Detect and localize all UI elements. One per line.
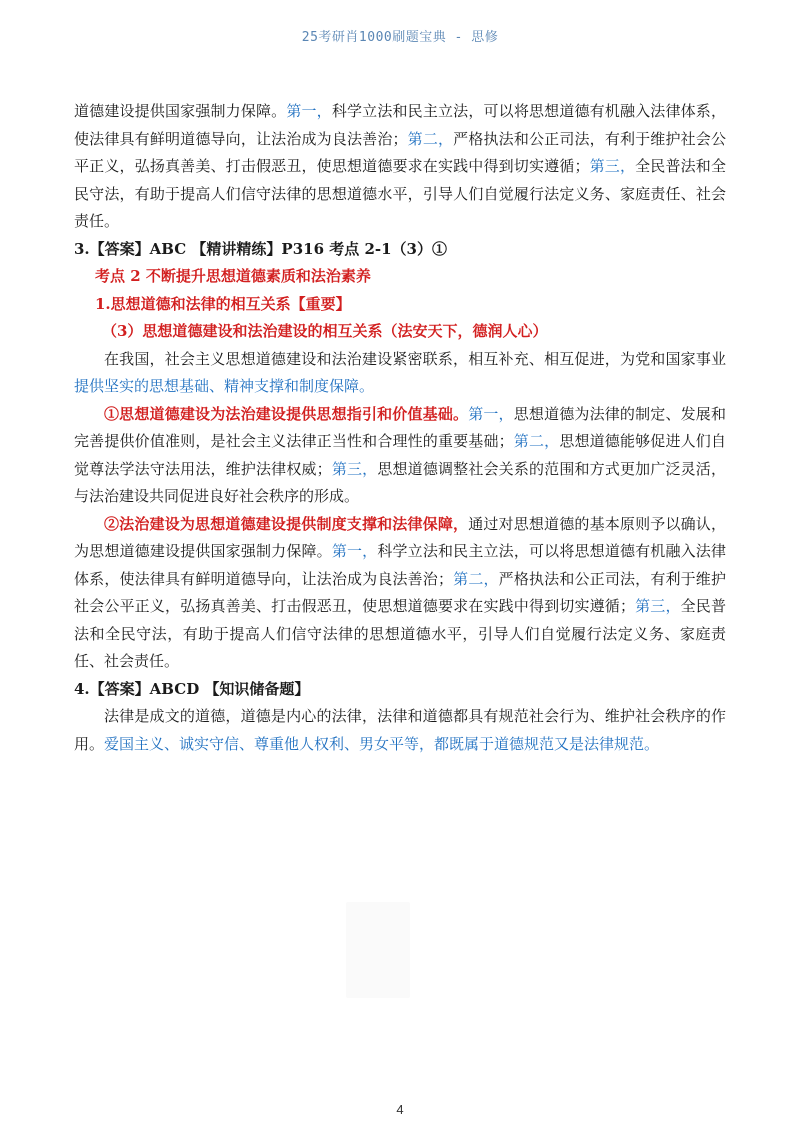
text-run: 道德建设提供国家强制力保障。 [74,102,287,120]
text-run: 在我国，社会主义思想道德建设和法治建设紧密联系，相互补充、相互促进，为党和国家事业 [104,349,726,368]
highlight-third: 第三， [634,597,681,615]
highlight-text: 提供坚实的思想基础、精神支撑和制度保障。 [74,377,375,395]
subsection-1-heading: 1.思想道德和法律的相互关系【重要】 [95,294,351,313]
text-run: 思想道德调整社会关系的范围和方式更加广泛灵活，与法治建设共同促进良好社会秩序的形成。 [74,459,726,505]
page-number: 4 [396,1102,404,1117]
highlight-second: 第二， [513,432,560,450]
answer-4-heading: 4.【答案】ABCD 【知识储备题】 [74,679,310,698]
highlight-first: 第一， [468,404,514,423]
text-run: 全民普法和全民守法，有助于提高人们信守法律的思想道德水平，引导人们自觉履行法定义务、家庭责任、社会责任。 [74,157,726,230]
highlight-third: 第三， [589,157,636,175]
text-run: 思想道德能够促进人们自觉尊法学法守法用法，维护法律权威； [74,432,726,478]
answer-3-heading: 3.【答案】ABC 【精讲精练】P316 考点 2-1（3）① [74,239,447,258]
paragraph-4 [74,511,726,676]
highlight-text: 爱国主义、诚实守信、尊重他人权利、男女平等，都既属于道德规范又是法律规范。 [104,734,660,753]
highlight-first: 第一， [331,542,378,560]
kaodian-heading: 考点 2 不断提升思想道德素质和法治素养 [95,267,371,285]
text-run: 严格执法和公正司法，有利于维护社会公平正义，弘扬真善美、打击假恶丑，使思想道德要求在实践中得到切实遵循； [74,129,726,175]
text-run: 科学立法和民主立法，可以将思想道德有机融入法律体系，使法律具有鲜明道德导向，让法治成为良法善治； [74,542,726,588]
page-header: 25考研肖1000刷题宝典 - 思修 [301,30,499,45]
highlight-second: 第二， [452,569,499,588]
paragraph-1 [74,98,726,236]
highlight-first: 第一， [286,102,332,120]
text-run: 思想道德为法律的制定、发展和完善提供价值准则，是社会主义法律正当性和合理性的重要基础； [74,404,726,450]
text-run: 严格执法和公正司法，有利于维护社会公平正义，弘扬真善美、打击假恶丑，使思想道德要求在实践中得到切实遵循； [74,569,726,615]
text-run: 科学立法和民主立法，可以将思想道德有机融入法律体系，使法律具有鲜明道德导向，让法治成为良法善治； [74,102,726,148]
highlight-second: 第二， [407,129,454,148]
subsection-3-heading: （3）思想道德建设和法治建设的相互关系（法安天下，德润人心） [102,322,548,340]
highlight-third: 第三， [331,459,378,478]
text-run: 法律是成文的道德，道德是内心的法律，法律和道德都具有规范社会行为、维护社会秩序的作用。 [74,707,726,753]
red-key-sentence: ②法治建设为思想道德建设提供制度支撑和法律保障， [104,514,469,533]
paragraph-2 [74,346,726,401]
page-content [74,98,726,758]
paragraph-3 [74,401,726,511]
text-run: 通过对思想道德的基本原则予以确认，为思想道德建设提供国家强制力保障。 [74,514,726,560]
faint-watermark-block [346,902,410,998]
paragraph-5 [74,703,726,758]
text-run: 全民普法和全民守法，有助于提高人们信守法律的思想道德水平，引导人们自觉履行法定义务、家庭责任、社会责任。 [74,597,726,670]
red-key-sentence: ①思想道德建设为法治建设提供思想指引和价值基础。 [104,404,469,423]
